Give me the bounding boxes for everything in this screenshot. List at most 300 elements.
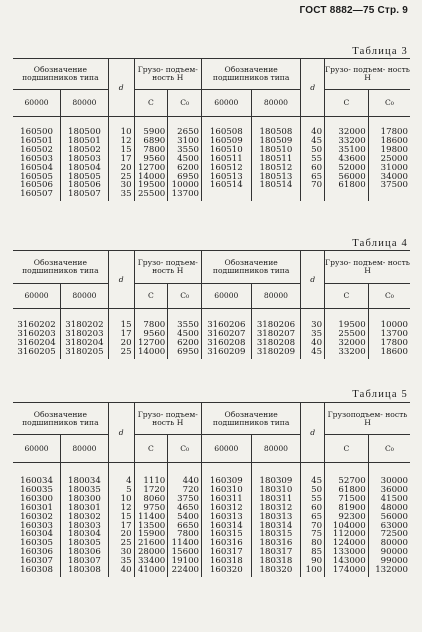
table-cell: 180507 <box>68 189 101 200</box>
table-cell: 37500 <box>380 180 408 191</box>
c0-header: С₀ <box>168 435 202 463</box>
table-cell: 25000 <box>380 153 408 164</box>
table-cell: 33200 <box>338 135 366 146</box>
table-cell: 174000 <box>332 565 366 576</box>
table-cell: 160501 <box>20 135 53 146</box>
column-C <box>134 463 168 577</box>
type-80000-header: 80000 <box>251 435 301 463</box>
table-cell: 61800 <box>338 484 366 495</box>
table-cell: 20 <box>120 337 132 348</box>
table-cell: 9750 <box>143 502 166 513</box>
table-cell: 3160207 <box>207 328 246 339</box>
table-cell: 8060 <box>143 493 166 504</box>
table-cell: 28000 <box>137 547 166 558</box>
table-cell: 160500 <box>20 127 53 137</box>
table-cell: 160317 <box>209 547 243 558</box>
table-cell: 180310 <box>259 484 293 495</box>
table-cell: 160309 <box>209 476 243 486</box>
table-cell: 180504 <box>68 162 101 173</box>
table-cell: 160320 <box>209 565 243 576</box>
table-cell: 65 <box>311 171 323 182</box>
type-60000-header: 60000 <box>13 90 61 117</box>
table-cell: 160034 <box>20 476 53 486</box>
table-cell: 80000 <box>380 538 408 549</box>
data-table <box>13 250 410 359</box>
d-header: d <box>108 403 134 463</box>
table-cell: 34000 <box>380 171 408 182</box>
table-cell: 180317 <box>259 547 293 558</box>
table-cell: 133000 <box>332 547 366 558</box>
type-60000-header: 60000 <box>13 284 61 309</box>
table-cell: 160512 <box>209 162 243 173</box>
load-capacity-header: Грузо- подъем- ность Н <box>325 59 410 90</box>
table-cell: 104000 <box>332 520 366 531</box>
table-cell: 1720 <box>143 484 166 495</box>
table-cell: 56000 <box>338 171 366 182</box>
table-caption: Таблица 3 <box>352 46 408 57</box>
table-cell: 80 <box>311 538 323 549</box>
column-t80 <box>251 463 301 577</box>
table-cell: 180313 <box>259 511 293 522</box>
table-cell: 30000 <box>380 476 408 486</box>
table-cell: 3160206 <box>207 320 246 330</box>
table-cell: 12700 <box>137 162 166 173</box>
table-cell: 180502 <box>68 144 101 155</box>
c0-header: С₀ <box>168 284 202 309</box>
table-cell: 180503 <box>68 153 101 164</box>
column-C <box>325 309 369 359</box>
load-capacity-header: Грузо- подъем- ность Н <box>134 59 201 90</box>
table-cell: 15 <box>120 144 132 155</box>
table-cell: 71500 <box>338 493 366 504</box>
table-cell: 20 <box>120 529 132 540</box>
type-80000-header: 80000 <box>251 284 301 309</box>
table-cell: 160035 <box>20 484 53 495</box>
table-cell: 10 <box>120 493 132 504</box>
load-capacity-header: Грузо- подъем- ность Н <box>134 251 201 284</box>
table-cell: 160310 <box>209 484 243 495</box>
table-cell: 6950 <box>177 171 200 182</box>
column-t60 <box>202 117 252 202</box>
table-cell: 12700 <box>137 337 166 348</box>
table-cell: 25 <box>120 538 132 549</box>
designation-header: Обозначение подшипников типа <box>202 251 301 284</box>
table-cell: 3160203 <box>17 328 56 339</box>
table-cell: 6890 <box>143 135 166 146</box>
table-cell: 160504 <box>20 162 53 173</box>
table-cell: 85 <box>311 547 323 558</box>
d-header: d <box>108 251 134 309</box>
table-cell: 180305 <box>68 538 101 549</box>
data-table <box>13 58 410 201</box>
table-cell: 1110 <box>143 476 166 486</box>
table-cell: 45 <box>311 346 323 357</box>
table-cell: 180514 <box>259 180 293 191</box>
table-cell: 6950 <box>177 346 200 357</box>
column-d <box>108 309 134 359</box>
table-cell: 2650 <box>177 127 200 137</box>
column-t60 <box>13 117 61 202</box>
column-t80 <box>251 309 301 359</box>
table-cell: 50 <box>311 484 323 495</box>
table-cell: 160300 <box>20 493 53 504</box>
table-cell: 3180203 <box>65 328 104 339</box>
table-cell: 92300 <box>338 511 366 522</box>
table-cell: 17 <box>120 328 132 339</box>
c0-header: С₀ <box>368 284 410 309</box>
table-cell: 70 <box>311 520 323 531</box>
column-C0 <box>168 117 202 202</box>
table-cell: 180505 <box>68 171 101 182</box>
table-cell: 12 <box>120 502 132 513</box>
table-cell: 19500 <box>338 320 366 330</box>
type-80000-header: 80000 <box>61 435 109 463</box>
table-cell: 40 <box>311 337 323 348</box>
table-cell: 3160202 <box>17 320 56 330</box>
table-cell: 160307 <box>20 556 53 567</box>
table-cell: 5900 <box>143 127 166 137</box>
column-C0 <box>368 309 410 359</box>
table-cell: 3160205 <box>17 346 56 357</box>
table-cell: 19100 <box>171 556 200 567</box>
table-cell: 55 <box>311 493 323 504</box>
table-cell: 6200 <box>177 162 200 173</box>
table-cell: 15 <box>120 511 132 522</box>
designation-header: Обозначение подшипников типа <box>13 403 108 435</box>
table-cell: 180316 <box>259 538 293 549</box>
table-cell: 43600 <box>338 153 366 164</box>
table-cell: 160312 <box>209 502 243 513</box>
table-cell: 160503 <box>20 153 53 164</box>
table-cell: 11400 <box>171 538 200 549</box>
table-cell: 25 <box>120 171 132 182</box>
column-t80 <box>61 117 109 202</box>
table-cell: 45 <box>311 476 323 486</box>
d-header: d <box>108 59 134 117</box>
table-cell: 180307 <box>68 556 101 567</box>
table-cell: 160313 <box>209 511 243 522</box>
table-cell: 3180208 <box>256 337 296 348</box>
column-t60 <box>13 463 61 577</box>
designation-header: Обозначение подшипников типа <box>202 403 301 435</box>
table-cell: 61800 <box>338 180 366 191</box>
type-60000-header: 60000 <box>13 435 61 463</box>
table-cell: 160508 <box>209 127 243 137</box>
table-cell: 160506 <box>20 180 53 191</box>
table-cell: 25 <box>120 346 132 357</box>
c-header: С <box>325 90 369 117</box>
table-cell: 14000 <box>137 346 166 357</box>
column-t60 <box>202 463 252 577</box>
table-cell: 180308 <box>68 565 101 576</box>
c-header: С <box>325 284 369 309</box>
table-cell: 3550 <box>177 320 200 330</box>
table-cell: 15600 <box>171 547 200 558</box>
column-C0 <box>168 309 202 359</box>
column-C <box>134 309 168 359</box>
table-cell: 4 <box>126 476 132 486</box>
column-d <box>301 117 325 202</box>
table-cell: 13500 <box>137 520 166 531</box>
table-cell: 14000 <box>137 171 166 182</box>
table-cell: 17 <box>120 153 132 164</box>
table-cell: 75 <box>311 529 323 540</box>
table-cell: 180318 <box>259 556 293 567</box>
table-cell: 56000 <box>380 511 408 522</box>
designation-header: Обозначение подшипников типа <box>202 59 301 90</box>
column-t80 <box>61 463 109 577</box>
table-cell: 32000 <box>338 337 366 348</box>
d-header: d <box>301 59 325 117</box>
column-t80 <box>61 309 109 359</box>
table-cell: 3180204 <box>65 337 104 348</box>
table-cell: 48000 <box>380 502 408 513</box>
table-cell: 6650 <box>177 520 200 531</box>
table-cell: 160306 <box>20 547 53 558</box>
table-cell: 180506 <box>68 180 101 191</box>
column-t60 <box>202 309 252 359</box>
table-cell: 15900 <box>137 529 166 540</box>
table-cell: 180315 <box>259 529 293 540</box>
table-cell: 3550 <box>177 144 200 155</box>
table-cell: 160510 <box>209 144 243 155</box>
table-caption: Таблица 5 <box>352 389 408 400</box>
designation-header: Обозначение подшипников типа <box>13 59 108 90</box>
table-cell: 160505 <box>20 171 53 182</box>
table-cell: 3100 <box>177 135 200 146</box>
table-cell: 18600 <box>380 346 408 357</box>
column-C <box>325 117 369 202</box>
table-cell: 9560 <box>143 328 166 339</box>
column-C <box>325 463 369 577</box>
table-cell: 160514 <box>209 180 243 191</box>
table-cell: 15 <box>120 320 132 330</box>
table-cell: 180508 <box>259 127 293 137</box>
table-cell: 180512 <box>259 162 293 173</box>
table-cell: 19500 <box>137 180 166 191</box>
table-caption: Таблица 4 <box>352 238 408 249</box>
table-cell: 160308 <box>20 565 53 576</box>
table-cell: 45 <box>311 135 323 146</box>
table-cell: 180510 <box>259 144 293 155</box>
table-cell: 90 <box>311 556 323 567</box>
table-cell: 112000 <box>332 529 366 540</box>
table-cell: 180311 <box>259 493 293 504</box>
table-cell: 72500 <box>380 529 408 540</box>
table-cell: 52700 <box>338 476 366 486</box>
table-cell: 63000 <box>380 520 408 531</box>
table-cell: 35 <box>120 556 132 567</box>
table-cell: 35 <box>120 189 132 200</box>
table-cell: 3180202 <box>65 320 104 330</box>
table-cell: 180500 <box>68 127 101 137</box>
column-t80 <box>251 117 301 202</box>
table-cell: 25500 <box>137 189 166 200</box>
table-cell: 17800 <box>380 337 408 348</box>
table-cell: 35 <box>311 328 323 339</box>
table-cell: 440 <box>182 476 200 486</box>
table-cell: 30 <box>120 547 132 558</box>
table-cell: 25500 <box>338 328 366 339</box>
c0-header: С₀ <box>368 90 410 117</box>
type-60000-header: 60000 <box>202 284 252 309</box>
table-cell: 7800 <box>177 529 200 540</box>
table-cell: 3180206 <box>256 320 296 330</box>
table-cell: 5 <box>126 484 132 495</box>
table-cell: 3160208 <box>207 337 246 348</box>
table-cell: 160318 <box>209 556 243 567</box>
table-cell: 4500 <box>177 328 200 339</box>
table-cell: 180513 <box>259 171 293 182</box>
table-cell: 160302 <box>20 511 53 522</box>
table-cell: 19800 <box>380 144 408 155</box>
table-cell: 60 <box>311 162 323 173</box>
table-cell: 30 <box>311 320 323 330</box>
table-cell: 20 <box>120 162 132 173</box>
data-table <box>13 402 410 577</box>
column-d <box>108 117 134 202</box>
table-cell: 160314 <box>209 520 243 531</box>
table-cell: 180304 <box>68 529 101 540</box>
table-cell: 3750 <box>177 493 200 504</box>
table-cell: 13700 <box>171 189 200 200</box>
table-cell: 160311 <box>209 493 243 504</box>
table-cell: 17800 <box>380 127 408 137</box>
table-cell: 180312 <box>259 502 293 513</box>
column-C <box>134 117 168 202</box>
table-cell: 124000 <box>332 538 366 549</box>
table-cell: 180501 <box>68 135 101 146</box>
table-cell: 4500 <box>177 153 200 164</box>
table-cell: 36000 <box>380 484 408 495</box>
table-cell: 720 <box>182 484 200 495</box>
table-cell: 41000 <box>137 565 166 576</box>
table-cell: 160303 <box>20 520 53 531</box>
table-cell: 10000 <box>171 180 200 191</box>
designation-header: Обозначение подшипников типа <box>13 251 108 284</box>
table-cell: 60 <box>311 502 323 513</box>
table-cell: 180300 <box>68 493 101 504</box>
table-cell: 160513 <box>209 171 243 182</box>
c0-header: С₀ <box>168 90 202 117</box>
table-cell: 99000 <box>380 556 408 567</box>
type-60000-header: 60000 <box>202 90 252 117</box>
type-80000-header: 80000 <box>61 90 109 117</box>
d-header: d <box>301 251 325 309</box>
column-C0 <box>168 463 202 577</box>
column-d <box>301 463 325 577</box>
table-cell: 180306 <box>68 547 101 558</box>
table-cell: 180314 <box>259 520 293 531</box>
column-C0 <box>368 117 410 202</box>
table-cell: 160305 <box>20 538 53 549</box>
table-cell: 32000 <box>338 127 366 137</box>
table-cell: 160316 <box>209 538 243 549</box>
table-cell: 13700 <box>380 328 408 339</box>
table-cell: 180511 <box>259 153 293 164</box>
table-cell: 18600 <box>380 135 408 146</box>
table-cell: 132000 <box>375 565 408 576</box>
table-cell: 7800 <box>143 144 166 155</box>
load-capacity-header: Грузоподъем- ность Н <box>325 403 410 435</box>
table-cell: 31000 <box>380 162 408 173</box>
table-cell: 3180205 <box>65 346 104 357</box>
table-cell: 35100 <box>338 144 366 155</box>
table-cell: 90000 <box>380 547 408 558</box>
table-cell: 33400 <box>137 556 166 567</box>
c-header: С <box>134 284 168 309</box>
table-cell: 40 <box>311 127 323 137</box>
page-header: ГОСТ 8882—75 Стр. 9 <box>299 5 408 16</box>
table-cell: 3180209 <box>256 346 296 357</box>
table-cell: 65 <box>311 511 323 522</box>
table-cell: 180320 <box>259 565 293 576</box>
column-d <box>301 309 325 359</box>
column-d <box>108 463 134 577</box>
table-cell: 55 <box>311 153 323 164</box>
table-cell: 100 <box>305 565 323 576</box>
table-cell: 33200 <box>338 346 366 357</box>
table-cell: 180302 <box>68 511 101 522</box>
table-cell: 40 <box>120 565 132 576</box>
table-cell: 160315 <box>209 529 243 540</box>
table-cell: 70 <box>311 180 323 191</box>
table-cell: 3160209 <box>207 346 246 357</box>
c-header: С <box>134 435 168 463</box>
table-cell: 160502 <box>20 144 53 155</box>
table-cell: 4650 <box>177 502 200 513</box>
table-cell: 3180207 <box>256 328 296 339</box>
load-capacity-header: Грузо- подъем- ность Н <box>134 403 201 435</box>
type-60000-header: 60000 <box>202 435 252 463</box>
table-cell: 81900 <box>338 502 366 513</box>
table-cell: 7800 <box>143 320 166 330</box>
table-cell: 50 <box>311 144 323 155</box>
column-C0 <box>368 463 410 577</box>
d-header: d <box>301 403 325 463</box>
type-80000-header: 80000 <box>61 284 109 309</box>
table-cell: 180035 <box>68 484 101 495</box>
type-80000-header: 80000 <box>251 90 301 117</box>
table-cell: 160304 <box>20 529 53 540</box>
table-cell: 160301 <box>20 502 53 513</box>
c0-header: С₀ <box>368 435 410 463</box>
table-cell: 160511 <box>209 153 243 164</box>
table-cell: 11400 <box>137 511 166 522</box>
table-cell: 30 <box>120 180 132 191</box>
table-cell: 10 <box>120 127 132 137</box>
table-cell: 143000 <box>332 556 366 567</box>
table-cell: 41500 <box>380 493 408 504</box>
column-t60 <box>13 309 61 359</box>
table-cell: 180509 <box>259 135 293 146</box>
table-cell: 180309 <box>259 476 293 486</box>
table-cell: 180301 <box>68 502 101 513</box>
table-cell: 5400 <box>177 511 200 522</box>
table-cell: 10000 <box>380 320 408 330</box>
table-cell: 3160204 <box>17 337 56 348</box>
c-header: С <box>325 435 369 463</box>
table-cell: 52000 <box>338 162 366 173</box>
table-cell: 160509 <box>209 135 243 146</box>
table-cell: 22400 <box>171 565 200 576</box>
table-cell: 17 <box>120 520 132 531</box>
table-cell: 180034 <box>68 476 101 486</box>
c-header: С <box>134 90 168 117</box>
table-cell: 21600 <box>137 538 166 549</box>
table-cell: 12 <box>120 135 132 146</box>
table-cell: 6200 <box>177 337 200 348</box>
